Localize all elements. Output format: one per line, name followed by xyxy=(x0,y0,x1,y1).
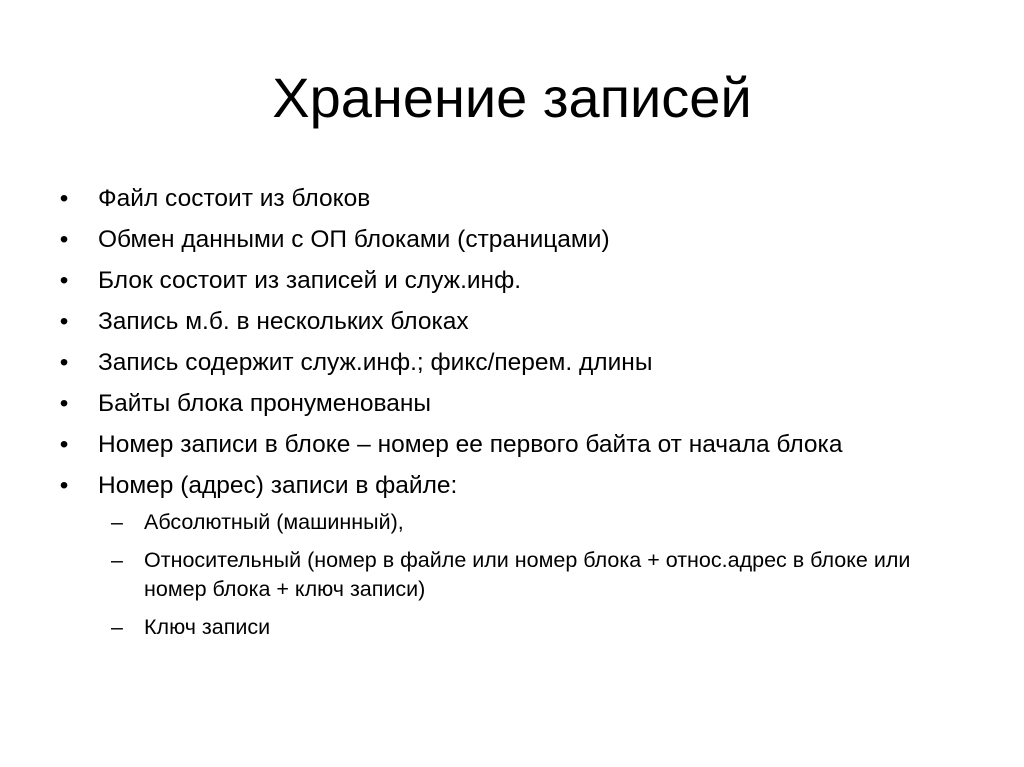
sub-bullet-item xyxy=(98,546,944,604)
bullet-item xyxy=(0,265,1024,297)
bullet-icon: • xyxy=(59,185,69,212)
bullet-item xyxy=(0,306,1024,338)
bullet-text: Номер записи в блоке – номер ее первого байта от начала блока xyxy=(98,431,843,458)
bullet-icon: • xyxy=(59,431,69,458)
bullet-item xyxy=(0,470,1024,642)
bullet-icon: • xyxy=(59,308,69,335)
bullet-icon: • xyxy=(59,267,69,294)
bullet-text: Блок состоит из записей и служ.инф. xyxy=(98,267,522,294)
bullet-text: Запись м.б. в нескольких блоках xyxy=(98,308,469,335)
sub-bullet-text: Абсолютный (машинный), xyxy=(144,510,404,534)
bullet-item xyxy=(0,347,1024,379)
bullet-icon: • xyxy=(59,390,69,417)
sub-bullet-text: Ключ записи xyxy=(144,615,271,639)
bullet-item xyxy=(0,388,1024,420)
bullet-text: Номер (адрес) записи в файле: xyxy=(98,472,458,499)
sub-bullet-list xyxy=(98,508,944,642)
bullet-text: Запись содержит служ.инф.; фикс/перем. длины xyxy=(98,349,653,376)
bullet-item xyxy=(0,224,1024,256)
dash-icon: – xyxy=(111,615,123,639)
bullet-icon: • xyxy=(59,349,69,376)
bullet-item xyxy=(0,183,1024,215)
bullet-icon: • xyxy=(59,472,69,499)
dash-icon: – xyxy=(111,548,123,572)
slide-title: Хранение записей xyxy=(272,66,752,129)
sub-bullet-text: Относительный (номер в файле или номер блока + относ.адрес в блоке или номер блока + ключ записи) xyxy=(144,548,911,601)
sub-bullet-item xyxy=(98,613,944,642)
dash-icon: – xyxy=(111,510,123,534)
bullet-item xyxy=(0,429,1024,461)
bullet-text: Файл состоит из блоков xyxy=(98,185,371,212)
bullet-icon: • xyxy=(59,226,69,253)
sub-bullet-item xyxy=(98,508,944,537)
bullet-list xyxy=(0,183,1024,651)
bullet-text: Обмен данными с ОП блоками (страницами) xyxy=(98,226,610,253)
bullet-text: Байты блока пронуменованы xyxy=(98,390,431,417)
